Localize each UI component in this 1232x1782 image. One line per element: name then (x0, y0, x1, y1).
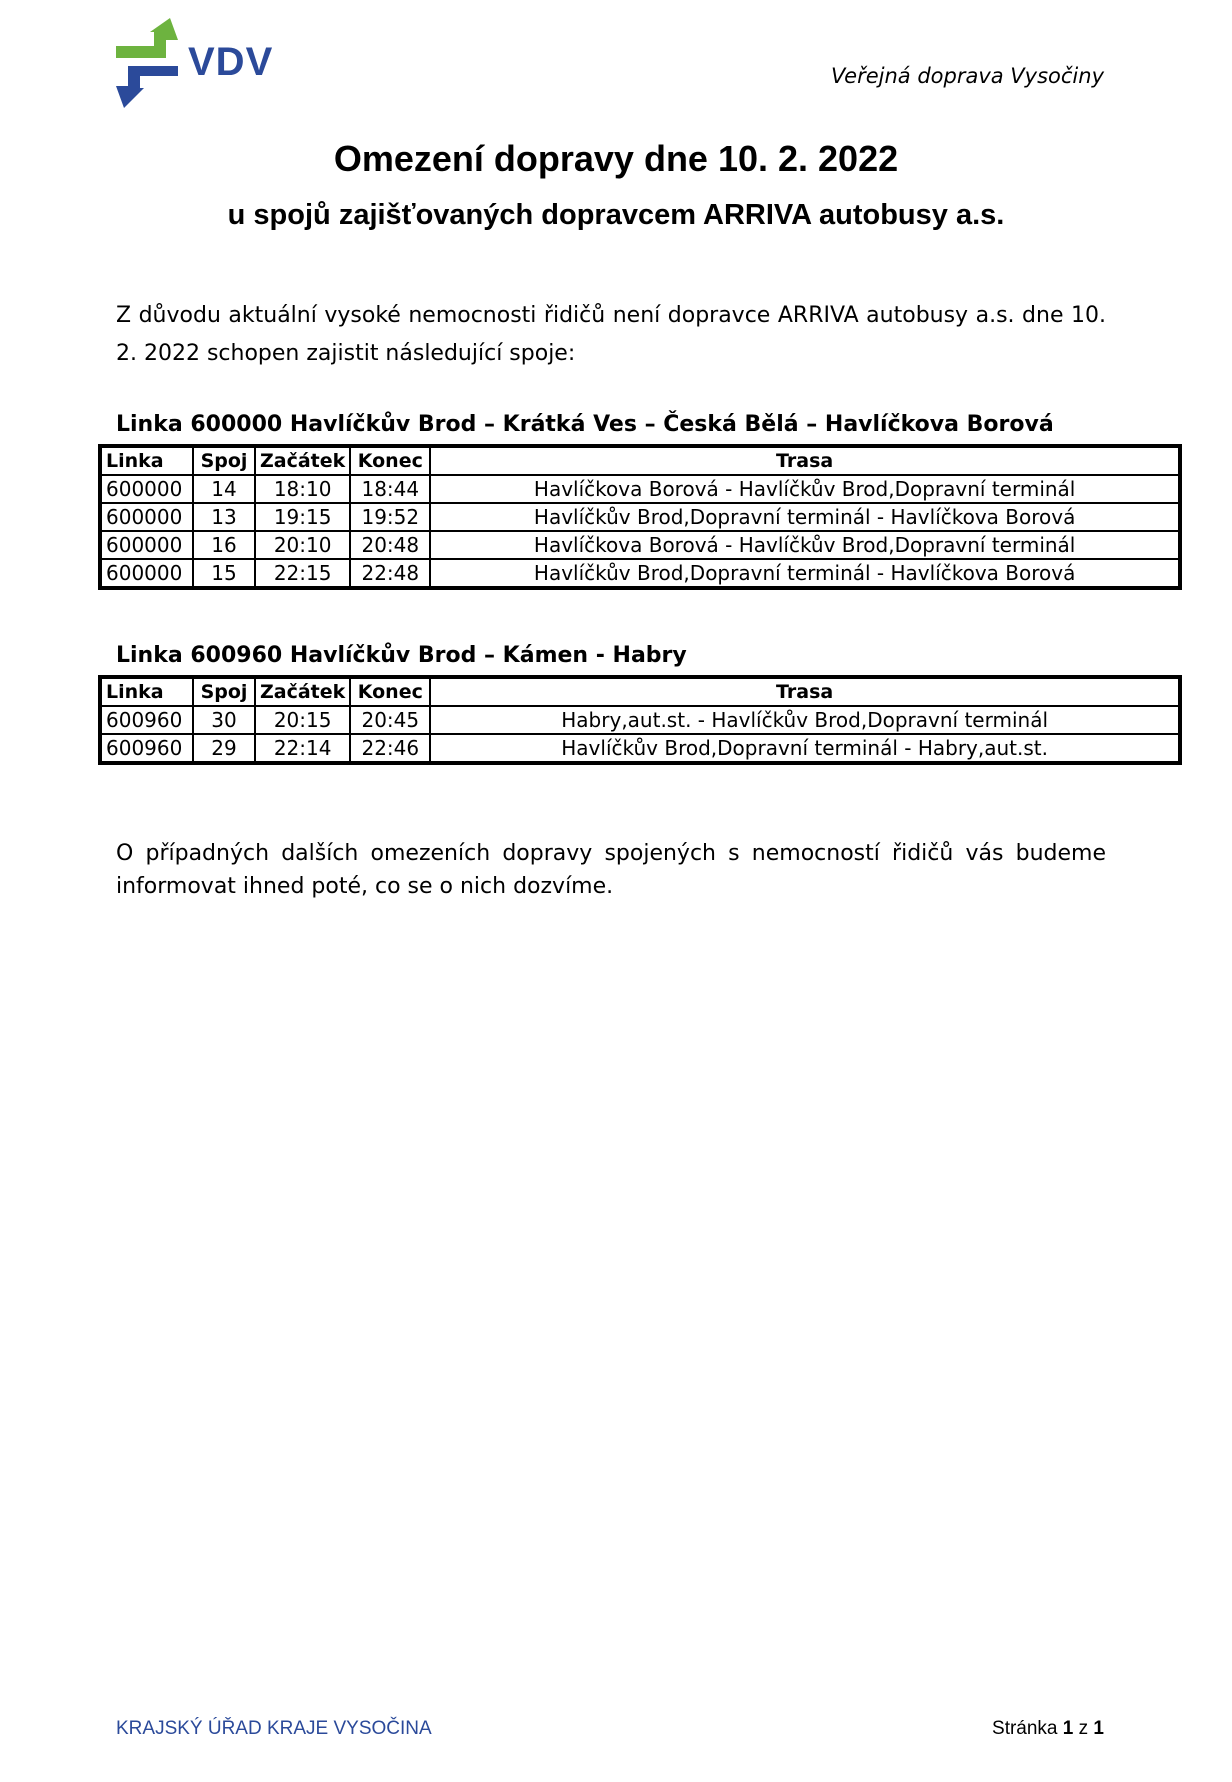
cell-zacatek: 18:10 (255, 475, 350, 503)
cell-linka: 600000 (100, 475, 193, 503)
page-label: Stránka (992, 1718, 1058, 1739)
cell-trasa: Havlíčkova Borová - Havlíčkův Brod,Dopravní terminál (430, 531, 1180, 559)
cell-trasa: Habry,aut.st. - Havlíčkův Brod,Dopravní terminál (430, 706, 1180, 734)
table-row (100, 531, 1180, 559)
cell-spoj: 13 (193, 503, 255, 531)
organization-name: Veřejná doprava Vysočiny (831, 64, 1104, 88)
cell-spoj: 16 (193, 531, 255, 559)
column-header-trasa: Trasa (430, 446, 1180, 475)
cell-trasa: Havlíčkův Brod,Dopravní terminál - Havlíčkova Borová (430, 559, 1180, 588)
table-header-row (100, 446, 1180, 475)
page-of: z (1078, 1718, 1089, 1739)
page-subtitle: u spojů zajišťovaných dopravcem ARRIVA autobusy a.s. (227, 199, 1005, 231)
column-header-zacatek: Začátek (255, 677, 350, 706)
cell-trasa: Havlíčkova Borová - Havlíčkův Brod,Dopravní terminál (430, 475, 1180, 503)
route-table-600960 (98, 675, 1182, 765)
cell-konec: 22:48 (350, 559, 430, 588)
cell-konec: 20:48 (350, 531, 430, 559)
column-header-konec: Konec (350, 677, 430, 706)
cell-trasa: Havlíčkův Brod,Dopravní terminál - Habry,aut.st. (430, 734, 1180, 763)
cell-linka: 600960 (100, 706, 193, 734)
cell-linka: 600960 (100, 734, 193, 763)
route-table-600000 (98, 444, 1182, 590)
column-header-zacatek: Začátek (255, 446, 350, 475)
footer-office-name: KRAJSKÝ ÚŘAD KRAJE VYSOČINA (116, 1718, 432, 1739)
cell-linka: 600000 (100, 503, 193, 531)
column-header-trasa: Trasa (430, 677, 1180, 706)
table-row (100, 706, 1180, 734)
cell-zacatek: 20:15 (255, 706, 350, 734)
table-row (100, 559, 1180, 588)
page-number (992, 1718, 1104, 1740)
table-row (100, 734, 1180, 763)
line-heading-600960: Linka 600960 Havlíčkův Brod – Kámen - Habry (116, 643, 687, 668)
cell-linka: 600000 (100, 559, 193, 588)
closing-paragraph: O případných dalších omezeních dopravy spojených s nemocností řidičů vás budeme informovat ihned poté, co se o nich dozvíme. (116, 841, 1106, 899)
intro-paragraph: Z důvodu aktuální vysoké nemocnosti řidičů není dopravce ARRIVA autobusy a.s. dne 10. 2. 2022 schopen zajistit následující spoje: (116, 303, 1106, 366)
logo-text: VDV (188, 40, 274, 84)
cell-konec: 19:52 (350, 503, 430, 531)
column-header-spoj: Spoj (193, 446, 255, 475)
cell-spoj: 14 (193, 475, 255, 503)
column-header-konec: Konec (350, 446, 430, 475)
line-heading-600000: Linka 600000 Havlíčkův Brod – Krátká Ves – Česká Bělá – Havlíčkova Borová (116, 412, 1054, 437)
cell-konec: 18:44 (350, 475, 430, 503)
cell-konec: 22:46 (350, 734, 430, 763)
column-header-linka: Linka (100, 446, 193, 475)
table-header-row (100, 677, 1180, 706)
page-current: 1 (1062, 1718, 1074, 1739)
table-row (100, 475, 1180, 503)
cell-spoj: 15 (193, 559, 255, 588)
page-title: Omezení dopravy dne 10. 2. 2022 (333, 138, 899, 179)
column-header-spoj: Spoj (193, 677, 255, 706)
cell-spoj: 30 (193, 706, 255, 734)
page-total: 1 (1093, 1718, 1104, 1739)
cell-spoj: 29 (193, 734, 255, 763)
arrows-logo-icon (114, 18, 184, 110)
cell-zacatek: 22:15 (255, 559, 350, 588)
cell-zacatek: 22:14 (255, 734, 350, 763)
cell-trasa: Havlíčkův Brod,Dopravní terminál - Havlíčkova Borová (430, 503, 1180, 531)
cell-linka: 600000 (100, 531, 193, 559)
table-row (100, 503, 1180, 531)
cell-konec: 20:45 (350, 706, 430, 734)
cell-zacatek: 20:10 (255, 531, 350, 559)
cell-zacatek: 19:15 (255, 503, 350, 531)
column-header-linka: Linka (100, 677, 193, 706)
vdv-logo (114, 18, 274, 110)
